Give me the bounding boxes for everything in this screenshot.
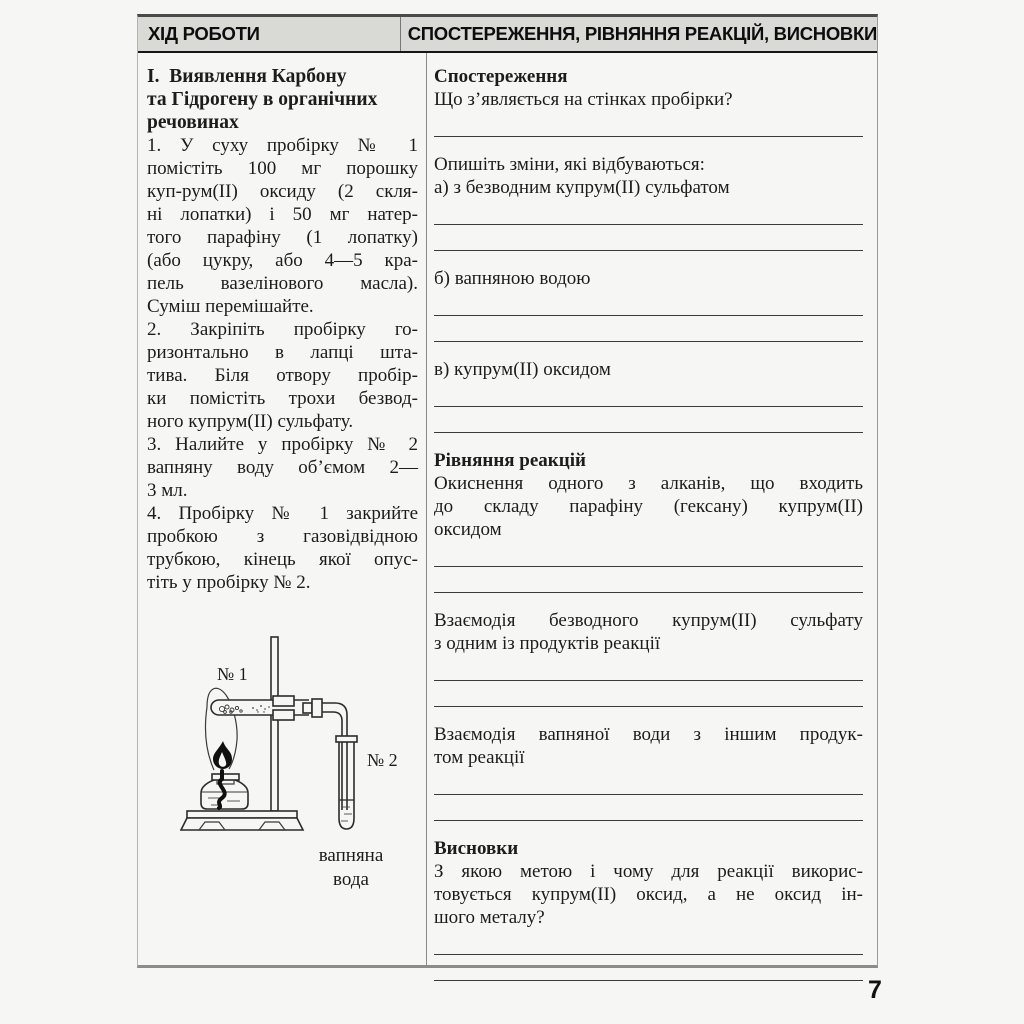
prompt-text: [434, 358, 863, 381]
column-header-observations-label: СПОСТЕРЕЖЕННЯ, РІВНЯННЯ РЕАКЦІЙ, ВИСНОВКИ: [407, 23, 877, 44]
text-line: Взаємодія вапняної води з іншим продук-: [434, 724, 863, 745]
answer-line: [434, 929, 863, 955]
answer-line: [434, 769, 863, 795]
stopper-cork: [303, 703, 312, 713]
gas-tube-outer: [322, 703, 347, 810]
answer-line: [434, 407, 863, 433]
text-line: тіть у пробірку № 2.: [147, 572, 311, 593]
answer-line: [434, 541, 863, 567]
text-line: товується купрум(ІІ) оксид, а не оксид ін-: [434, 884, 863, 905]
text-line: а) з безводним купрум(ІІ) сульфатом: [434, 177, 730, 198]
text-line: б) вапняною водою: [434, 268, 591, 289]
answer-line: [434, 795, 863, 821]
text-line: (або цукру, або 4—5 кра-: [147, 250, 418, 271]
text-line: Суміш перемішайте.: [147, 296, 314, 317]
prompt-text: [434, 88, 863, 111]
text-line: том реакції: [434, 747, 525, 768]
text-line: пробкою з газовідвідною: [147, 526, 418, 547]
text-line: ки помістіть трохи безвод-: [147, 388, 418, 409]
table-header-row: [138, 17, 877, 53]
text-line: 3 мл.: [147, 480, 188, 501]
text-line: трубкою, кінець якої опус-: [147, 549, 418, 570]
prompt-text: [434, 723, 863, 769]
procedure-column: [138, 53, 427, 966]
text-line: З якою метою і чому для реакції викорис-: [434, 861, 863, 882]
stand-base-top: [187, 811, 297, 818]
section-heading-conclusions: Висновки: [434, 838, 519, 859]
text-line: ризонтально в лапці шта-: [147, 342, 418, 363]
text-line: вапняну воду об’ємом 2—: [147, 457, 418, 478]
section-heading-observations: Спостереження: [434, 66, 568, 87]
text-line: та Гідрогену в органічних: [147, 89, 378, 110]
text-line: Окиснення одного з алканів, що входить: [434, 473, 863, 494]
answer-line: [434, 111, 863, 137]
text-line: до складу парафіну (гексану) купрум(ІІ): [434, 496, 863, 517]
answer-line: [434, 381, 863, 407]
text-line: 4. Пробірку № 1 закрийте: [147, 503, 418, 524]
section-heading-equations: Рівняння реакцій: [434, 450, 586, 471]
text-line: того парафіну (1 лопатку): [147, 227, 418, 248]
text-line: речовинах: [147, 112, 239, 133]
text-line: шого металу?: [434, 907, 545, 928]
table-body: [138, 53, 877, 966]
apparatus-diagram: [161, 621, 426, 896]
stopper-flange: [312, 699, 322, 717]
text-line: оксидом: [434, 519, 502, 540]
text-line: ного купрум(ІІ) сульфату.: [147, 411, 354, 432]
text-line: тива. Біля отвору пробір-: [147, 365, 418, 386]
tube1-label: № 1: [217, 664, 248, 684]
page-number: 7: [868, 976, 882, 1004]
prompt-text: [434, 860, 863, 929]
prompt-text: [434, 472, 863, 541]
text-line: 1. У суху пробірку № 1: [147, 135, 418, 156]
answer-line: [434, 316, 863, 342]
clamp-jaw-lower: [273, 710, 294, 720]
procedure-step-3: [147, 433, 418, 502]
text-line: 2. Закріпіть пробірку го-: [147, 319, 418, 340]
text-line: 3. Налийте у пробірку № 2: [147, 434, 418, 455]
answer-line: [434, 655, 863, 681]
tube2-label: № 2: [367, 750, 398, 770]
lab-worksheet-table: [137, 14, 878, 968]
answer-line: [434, 955, 863, 981]
column-header-procedure-label: ХІД РОБОТИ: [148, 23, 260, 44]
text-line: Що з’являється на стінках пробірки?: [434, 89, 733, 110]
prompt-text: [434, 153, 863, 199]
prompt-text: [434, 609, 863, 655]
answer-line: [434, 567, 863, 593]
text-line: І. Виявлення Карбону: [147, 66, 347, 87]
answer-line: [434, 681, 863, 707]
procedure-step-2: [147, 318, 418, 433]
procedure-step-1: [147, 134, 418, 318]
procedure-step-4: [147, 502, 418, 594]
text-line: куп-рум(ІІ) оксиду (2 скля-: [147, 181, 418, 202]
answer-line: [434, 199, 863, 225]
prompt-text: [434, 267, 863, 290]
observations-column: [427, 53, 877, 966]
answer-line: [434, 290, 863, 316]
diagram-caption-line2: вода: [333, 869, 369, 890]
experiment-title: [147, 65, 418, 134]
text-line: Опишіть зміни, які відбуваються:: [434, 154, 705, 175]
column-header-observations: [401, 17, 877, 51]
text-line: ні лопатки) і 50 мг натер-: [147, 204, 418, 225]
answer-line: [434, 225, 863, 251]
clamp-jaw-upper: [273, 696, 294, 706]
text-line: з одним із продуктів реакції: [434, 633, 661, 654]
diagram-caption-line1: вапняна: [318, 845, 384, 866]
text-line: пель вазелінового масла).: [147, 273, 418, 294]
stand-base: [181, 818, 303, 830]
column-header-procedure: [138, 17, 401, 51]
stand-rod: [271, 637, 278, 811]
text-line: помістіть 100 мг порошку: [147, 158, 418, 179]
tube2-rim: [336, 736, 357, 742]
text-line: в) купрум(ІІ) оксидом: [434, 359, 611, 380]
lamp-collar: [212, 774, 239, 780]
text-line: Взаємодія безводного купрум(ІІ) сульфату: [434, 610, 863, 631]
